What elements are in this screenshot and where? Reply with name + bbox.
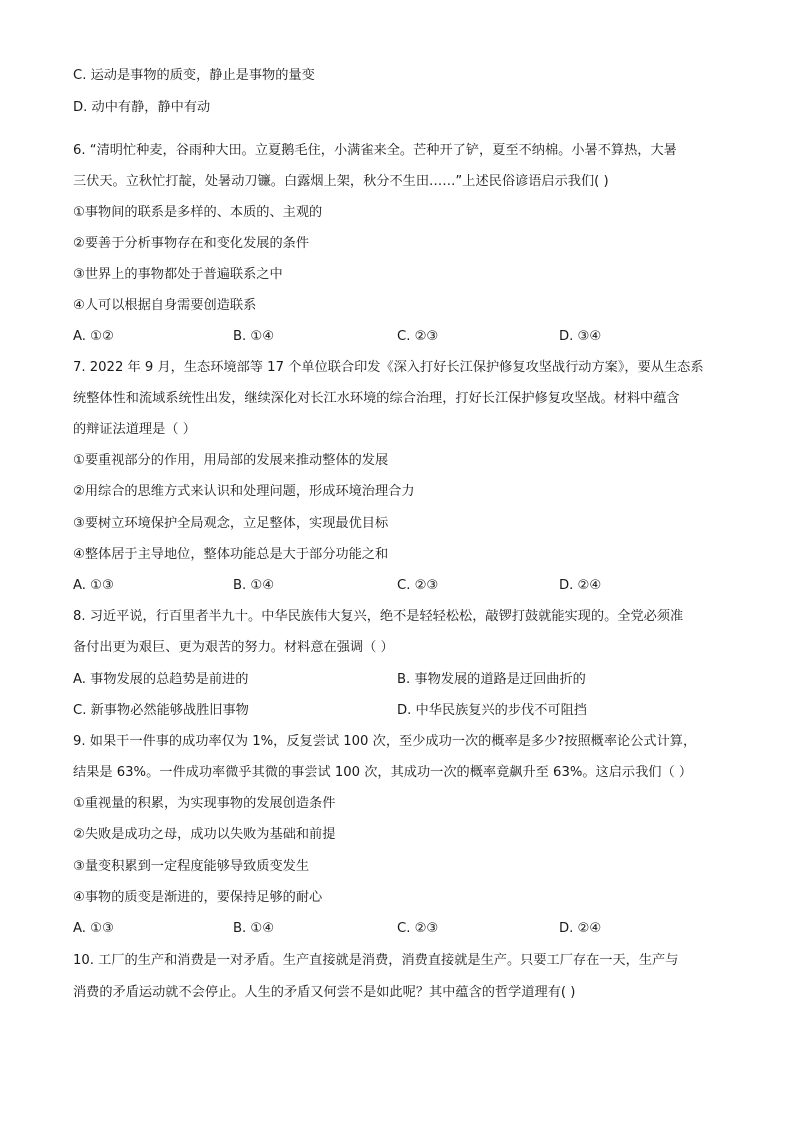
q7-item-3: ③要树立环境保护全局观念，立足整体，实现最优目标 — [73, 516, 389, 531]
q7-option-b: B. ①④ — [233, 578, 275, 593]
q7-item-1: ①要重视部分的作用，用局部的发展来推动整体的发展 — [73, 453, 389, 468]
q6-option-c: C. ②③ — [397, 329, 439, 344]
q9-item-1: ①重视量的积累，为实现事物的发展创造条件 — [73, 796, 336, 811]
q9-option-c: C. ②③ — [397, 921, 439, 936]
q6-stem-line-1: 6. “清明忙种麦，谷雨种大田。立夏鹅毛住，小满雀来全。芒种开了铲，夏至不纳棉。小暑不算热，大暑 — [73, 143, 677, 158]
q9-item-3: ③量变积累到一定程度能够导致质变发生 — [73, 859, 310, 874]
q6-option-d: D. ③④ — [559, 329, 602, 344]
q7-option-c: C. ②③ — [397, 578, 439, 593]
q7-option-d: D. ②④ — [559, 578, 602, 593]
q6-option-b: B. ①④ — [233, 329, 275, 344]
q9-option-d: D. ②④ — [559, 921, 602, 936]
q7-option-a: A. ①③ — [73, 578, 114, 593]
q5-option-c: C. 运动是事物的质变，静止是事物的量变 — [73, 68, 315, 83]
q5-option-d: D. 动中有静，静中有动 — [73, 100, 211, 115]
q9-option-a: A. ①③ — [73, 921, 114, 936]
q8-option-d: D. 中华民族复兴的步伐不可阻挡 — [397, 703, 587, 718]
q6-item-3: ③世界上的事物都处于普遍联系之中 — [73, 267, 283, 282]
q6-item-2: ②要善于分析事物存在和变化发展的条件 — [73, 236, 310, 251]
q6-option-a: A. ①② — [73, 329, 114, 344]
q7-item-4: ④整体居于主导地位，整体功能总是大于部分功能之和 — [73, 547, 389, 562]
q6-item-4: ④人可以根据自身需要创造联系 — [73, 298, 257, 313]
q10-stem-line-2: 消费的矛盾运动就不会停止。人生的矛盾又何尝不是如此呢？其中蕴含的哲学道理有( ) — [73, 985, 576, 1000]
q7-item-2: ②用综合的思维方式来认识和处理问题，形成环境治理合力 — [73, 484, 415, 499]
q8-stem-line-1: 8. 习近平说，行百里者半九十。中华民族伟大复兴，绝不是轻轻松松，敲锣打鼓就能实现的。全党必须准 — [73, 609, 684, 624]
q9-stem-line-2: 结果是 63%。一件成功率微乎其微的事尝试 100 次，其成功一次的概率竟飙升至 63%。这启示我们（ ） — [73, 765, 693, 780]
q7-stem-line-3: 的辩证法道理是（ ） — [73, 422, 196, 437]
q10-stem-line-1: 10. 工厂的生产和消费是一对矛盾。生产直接就是消费，消费直接就是生产。只要工厂存在一天，生产与 — [73, 953, 679, 968]
q8-option-c: C. 新事物必然能够战胜旧事物 — [73, 703, 249, 718]
q8-option-b: B. 事物发展的道路是迂回曲折的 — [397, 672, 586, 687]
q9-stem-line-1: 9. 如果干一件事的成功率仅为 1%，反复尝试 100 次，至少成功一次的概率是多少?按照概率论公式计算， — [73, 734, 697, 749]
q8-option-a: A. 事物发展的总趋势是前进的 — [73, 672, 249, 687]
q7-stem-line-2: 统整体性和流域系统性出发，继续深化对长江水环境的综合治理，打好长江保护修复攻坚战。材料中蕴含 — [73, 391, 680, 406]
q6-stem-line-2: 三伏天。立秋忙打靛，处暑动刀镰。白露烟上架，秋分不生田……”上述民俗谚语启示我们( ) — [73, 174, 609, 189]
q7-stem-line-1: 7. 2022 年 9 月，生态环境部等 17 个单位联合印发《深入打好长江保护修复攻坚战行动方案》，要从生态系 — [73, 360, 704, 375]
q9-item-2: ②失败是成功之母，成功以失败为基础和前提 — [73, 827, 336, 842]
q6-item-1: ①事物间的联系是多样的、本质的、主观的 — [73, 205, 323, 220]
q9-item-4: ④事物的质变是渐进的，要保持足够的耐心 — [73, 890, 323, 905]
q9-option-b: B. ①④ — [233, 921, 275, 936]
q8-stem-line-2: 备付出更为艰巨、更为艰苦的努力。材料意在强调（ ） — [73, 640, 394, 655]
